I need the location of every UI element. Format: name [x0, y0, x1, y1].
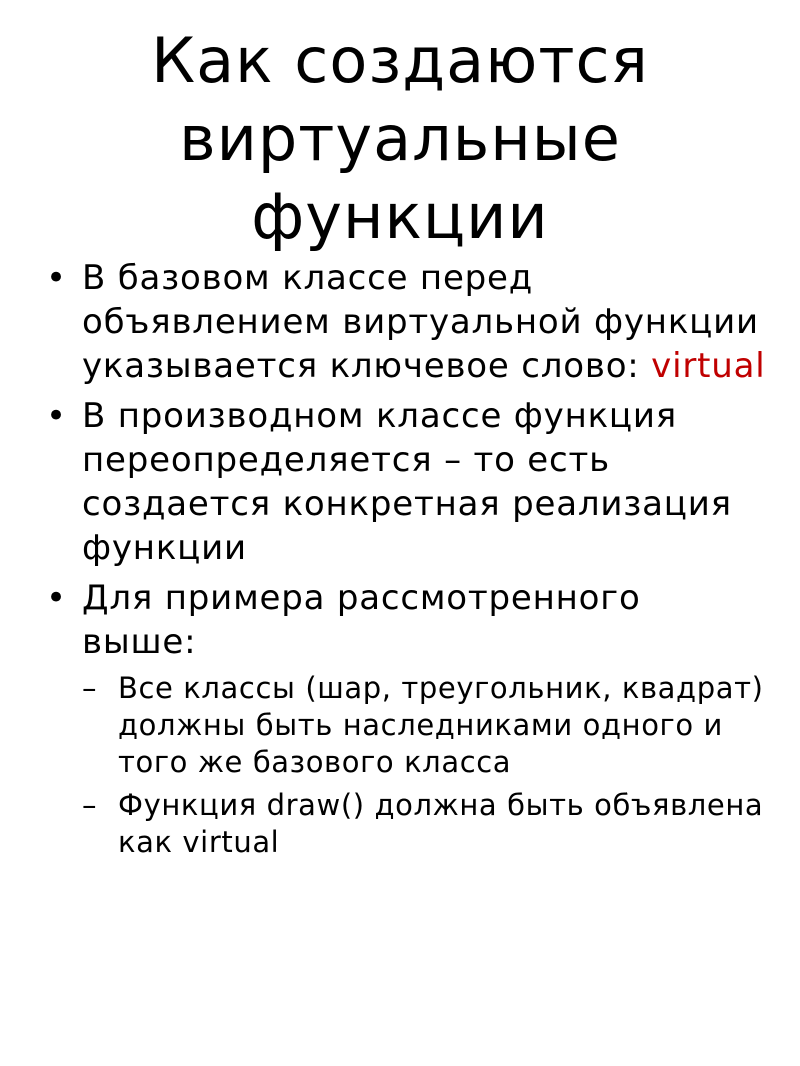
bullet-item-virtual-keyword — [46, 256, 766, 388]
bullet-list — [46, 256, 766, 867]
bullet-text: В базовом классе перед объявлением виртуальной функции указывается ключевое слово: — [82, 258, 759, 386]
bullet-icon: • — [46, 258, 67, 298]
slide-title-line-1: Как создаются — [151, 24, 649, 97]
slide-title-line-2: виртуальные — [179, 102, 621, 175]
bullet-text: В производном классе функция переопределяется – то есть создается конкретная реализация функции — [82, 396, 732, 568]
subbullet-list — [82, 670, 766, 861]
subbullet-item-draw-virtual — [82, 787, 766, 861]
subbullet-item-base-class — [82, 670, 766, 781]
bullet-item-example — [46, 576, 766, 861]
subbullet-text: Функция draw() должна быть объявлена как virtual — [118, 788, 764, 859]
dash-icon: – — [82, 788, 98, 822]
slide-title-line-3: функции — [251, 180, 549, 253]
keyword-highlight: virtual — [651, 346, 766, 386]
subbullet-text: Все классы (шар, треугольник, квадрат) должны быть наследниками одного и того же базового класса — [118, 671, 764, 779]
slide-title — [40, 22, 760, 256]
bullet-item-override — [46, 394, 766, 570]
bullet-icon: • — [46, 578, 67, 618]
dash-icon: – — [82, 671, 98, 705]
bullet-icon: • — [46, 396, 67, 436]
bullet-text: Для примера рассмотренного выше: — [82, 578, 641, 662]
